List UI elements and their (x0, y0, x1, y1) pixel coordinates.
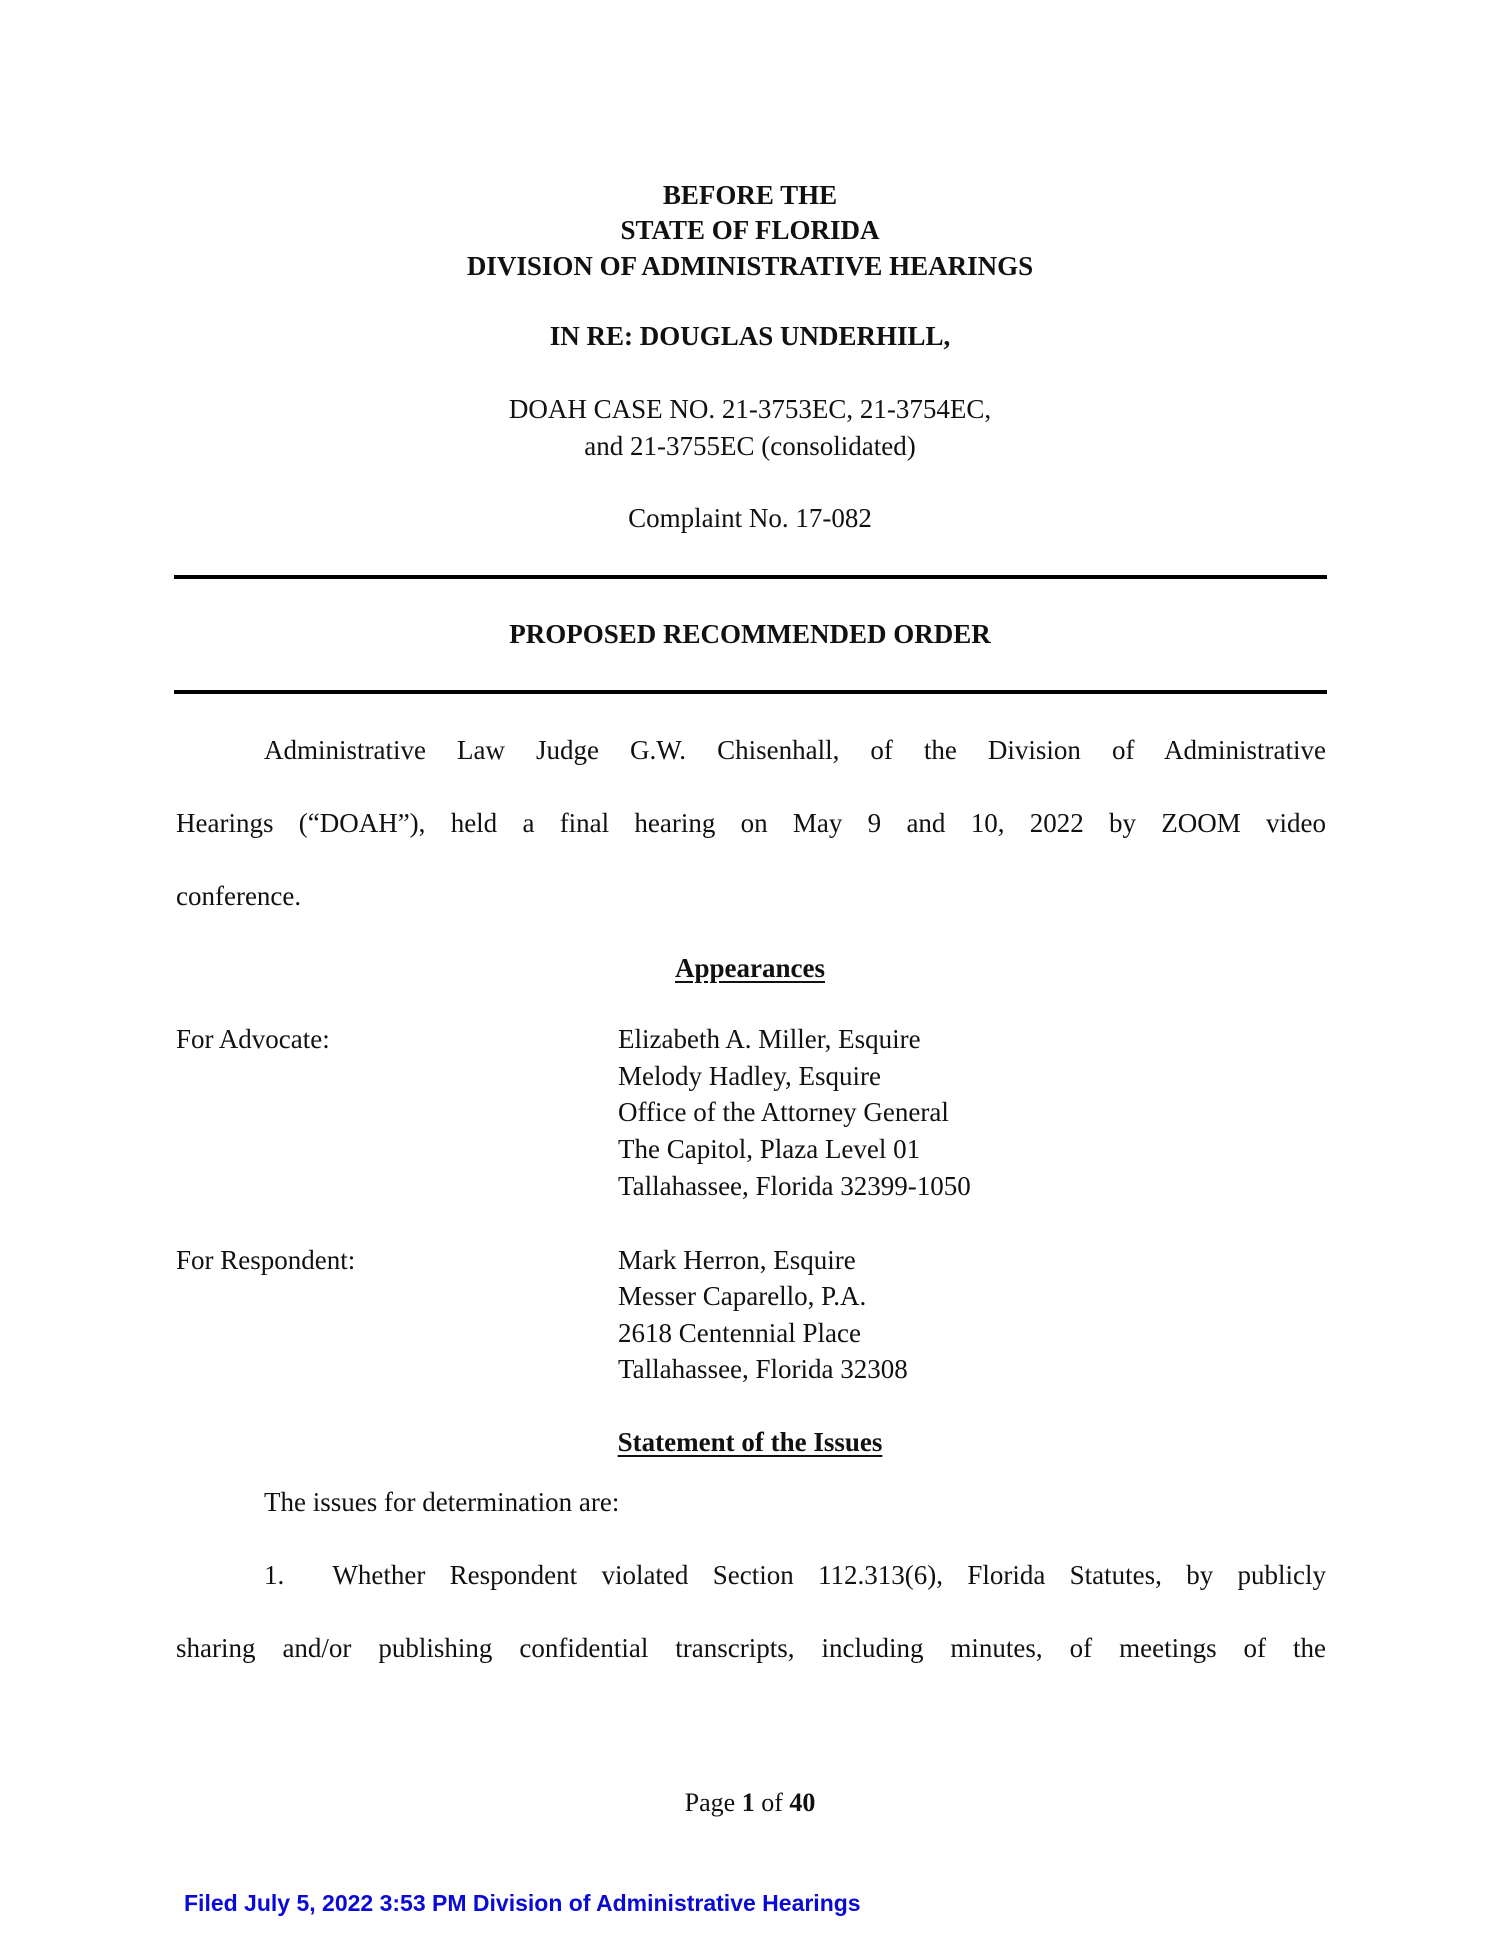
page-current: 1 (741, 1788, 755, 1817)
respondent-line: Tallahassee, Florida 32308 (618, 1354, 908, 1384)
divider-bottom (174, 690, 1327, 694)
advocate-line: The Capitol, Plaza Level 01 (618, 1134, 921, 1164)
page-total: 40 (789, 1788, 816, 1817)
page-prefix: Page (684, 1788, 742, 1817)
court-header-line1: BEFORE THE (662, 180, 838, 210)
document-title: PROPOSED RECOMMENDED ORDER (509, 619, 991, 649)
court-header-line2: STATE OF FLORIDA (620, 215, 880, 245)
in-re-caption: IN RE: DOUGLAS UNDERHILL, (549, 321, 951, 351)
advocate-line: Elizabeth A. Miller, Esquire (618, 1024, 921, 1054)
respondent-line: 2618 Centennial Place (618, 1318, 861, 1348)
respondent-line: Mark Herron, Esquire (618, 1245, 856, 1275)
complaint-number: Complaint No. 17-082 (628, 503, 872, 533)
divider-top (174, 575, 1327, 579)
intro-line1: Administrative Law Judge G.W. Chisenhall, of the Division of Administrative (264, 735, 1326, 765)
court-header-line3: DIVISION OF ADMINISTRATIVE HEARINGS (466, 251, 1034, 281)
case-number-line1: DOAH CASE NO. 21-3753EC, 21-3754EC, (508, 394, 992, 424)
page-of: of (754, 1788, 790, 1817)
case-number-line2: and 21-3755EC (consolidated) (584, 431, 916, 461)
advocate-line: Office of the Attorney General (618, 1097, 949, 1127)
issues-intro: The issues for determination are: (264, 1487, 620, 1517)
appearances-heading: Appearances (675, 953, 825, 983)
intro-line3: conference. (176, 881, 302, 911)
advocate-line: Melody Hadley, Esquire (618, 1061, 881, 1091)
intro-line2: Hearings (“DOAH”), held a final hearing on May 9 and 10, 2022 by ZOOM video (176, 808, 1326, 838)
issue-1-line1: 1. Whether Respondent violated Section 112.313(6), Florida Statutes, by publicly (264, 1560, 1326, 1590)
respondent-label: For Respondent: (176, 1245, 356, 1275)
advocate-label: For Advocate: (176, 1024, 330, 1054)
respondent-line: Messer Caparello, P.A. (618, 1281, 867, 1311)
issue-1-line2: sharing and/or publishing confidential transcripts, including minutes, of meetings of the (176, 1633, 1326, 1663)
advocate-line: Tallahassee, Florida 32399-1050 (618, 1171, 971, 1201)
issues-heading: Statement of the Issues (617, 1427, 883, 1457)
filed-stamp: Filed July 5, 2022 3:53 PM Division of Administrative Hearings (184, 1890, 861, 1916)
page-number (0, 1788, 1500, 1818)
